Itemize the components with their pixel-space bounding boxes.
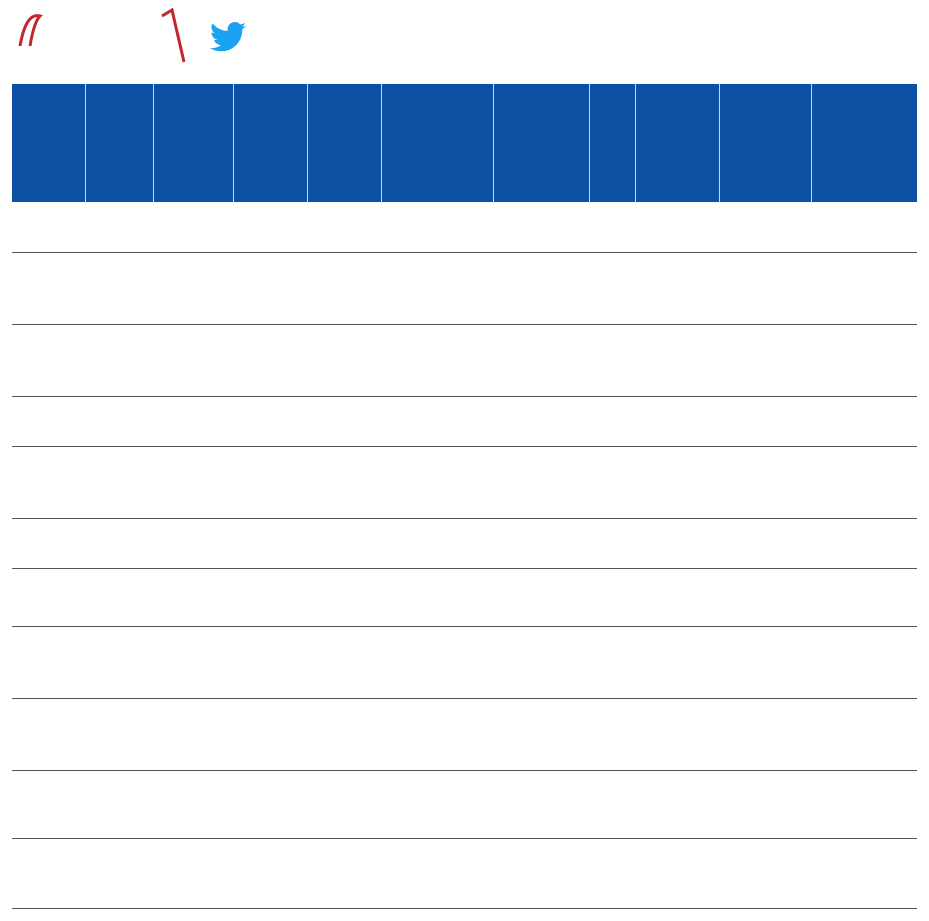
membership-type <box>493 838 589 908</box>
membership-type <box>493 202 589 252</box>
member-name <box>811 568 917 626</box>
member-name <box>811 626 917 698</box>
indirect-ownership-before <box>153 518 233 568</box>
direct-ownership-before <box>307 252 381 324</box>
member-nationality <box>635 770 719 838</box>
member-position <box>719 838 811 908</box>
indirect-ownership-after <box>85 252 153 324</box>
col-date-header <box>12 84 85 202</box>
table-row <box>12 252 917 324</box>
appointment-date <box>12 518 85 568</box>
logo-swoosh-icon <box>12 6 187 70</box>
member-position <box>719 252 811 324</box>
direct-ownership-after <box>233 626 307 698</box>
member-position <box>719 698 811 770</box>
direct-ownership-after <box>233 838 307 908</box>
direct-ownership-after <box>233 202 307 252</box>
direct-ownership-before <box>307 770 381 838</box>
member-position <box>719 446 811 518</box>
col-direct-after-header <box>233 84 307 202</box>
table-row <box>12 838 917 908</box>
indirect-ownership-after <box>85 770 153 838</box>
acwa-power-logo <box>12 6 187 70</box>
direct-ownership-after <box>233 446 307 518</box>
represented-entity <box>381 518 493 568</box>
member-name <box>811 518 917 568</box>
member-age <box>589 518 635 568</box>
table-row <box>12 324 917 396</box>
appointment-date <box>12 568 85 626</box>
represented-entity <box>381 838 493 908</box>
member-age <box>589 324 635 396</box>
col-entity-header <box>381 84 493 202</box>
appointment-date <box>12 202 85 252</box>
table-row <box>12 568 917 626</box>
represented-entity <box>381 252 493 324</box>
direct-ownership-after <box>233 698 307 770</box>
direct-ownership-before <box>307 838 381 908</box>
member-age <box>589 626 635 698</box>
member-age <box>589 568 635 626</box>
appointment-date <box>12 770 85 838</box>
col-name-header <box>811 84 917 202</box>
member-age <box>589 838 635 908</box>
membership-type <box>493 770 589 838</box>
col-indirect-before-header <box>153 84 233 202</box>
table-row <box>12 626 917 698</box>
table-header-row <box>12 84 917 202</box>
col-indirect-after-header <box>85 84 153 202</box>
appointment-date <box>12 396 85 446</box>
member-nationality <box>635 626 719 698</box>
member-nationality <box>635 446 719 518</box>
member-name <box>811 446 917 518</box>
board-members-table <box>12 84 917 909</box>
member-age <box>589 252 635 324</box>
indirect-ownership-before <box>153 202 233 252</box>
table-row <box>12 446 917 518</box>
indirect-ownership-after <box>85 518 153 568</box>
member-name <box>811 770 917 838</box>
table-row <box>12 202 917 252</box>
col-age-header <box>589 84 635 202</box>
member-age <box>589 202 635 252</box>
direct-ownership-before <box>307 324 381 396</box>
membership-type <box>493 698 589 770</box>
direct-ownership-before <box>307 698 381 770</box>
member-nationality <box>635 838 719 908</box>
member-nationality <box>635 568 719 626</box>
appointment-date <box>12 252 85 324</box>
col-direct-before-header <box>307 84 381 202</box>
represented-entity <box>381 568 493 626</box>
direct-ownership-after <box>233 324 307 396</box>
member-position <box>719 324 811 396</box>
table-row <box>12 396 917 446</box>
table-row <box>12 698 917 770</box>
membership-type <box>493 518 589 568</box>
appointment-date <box>12 626 85 698</box>
twitter-bird-icon <box>210 22 246 52</box>
indirect-ownership-before <box>153 626 233 698</box>
indirect-ownership-before <box>153 568 233 626</box>
membership-type <box>493 446 589 518</box>
indirect-ownership-after <box>85 698 153 770</box>
col-position-header <box>719 84 811 202</box>
indirect-ownership-before <box>153 698 233 770</box>
member-age <box>589 396 635 446</box>
direct-ownership-after <box>233 396 307 446</box>
represented-entity <box>381 396 493 446</box>
indirect-ownership-before <box>153 252 233 324</box>
member-nationality <box>635 518 719 568</box>
col-nationality-header <box>635 84 719 202</box>
member-position <box>719 518 811 568</box>
indirect-ownership-before <box>153 396 233 446</box>
indirect-ownership-after <box>85 446 153 518</box>
direct-ownership-before <box>307 518 381 568</box>
direct-ownership-after <box>233 568 307 626</box>
table-row <box>12 770 917 838</box>
membership-type <box>493 396 589 446</box>
indirect-ownership-after <box>85 396 153 446</box>
member-position <box>719 396 811 446</box>
direct-ownership-after <box>233 518 307 568</box>
indirect-ownership-before <box>153 446 233 518</box>
author-credit <box>218 10 388 16</box>
membership-type <box>493 568 589 626</box>
member-nationality <box>635 324 719 396</box>
indirect-ownership-before <box>153 324 233 396</box>
represented-entity <box>381 626 493 698</box>
indirect-ownership-after <box>85 324 153 396</box>
represented-entity <box>381 202 493 252</box>
appointment-date <box>12 446 85 518</box>
member-name <box>811 838 917 908</box>
member-nationality <box>635 252 719 324</box>
represented-entity <box>381 324 493 396</box>
member-nationality <box>635 396 719 446</box>
member-name <box>811 698 917 770</box>
membership-type <box>493 252 589 324</box>
represented-entity <box>381 446 493 518</box>
appointment-date <box>12 324 85 396</box>
direct-ownership-before <box>307 568 381 626</box>
member-position <box>719 626 811 698</box>
represented-entity <box>381 770 493 838</box>
member-name <box>811 252 917 324</box>
indirect-ownership-after <box>85 568 153 626</box>
represented-entity <box>381 698 493 770</box>
col-membership-header <box>493 84 589 202</box>
direct-ownership-before <box>307 446 381 518</box>
member-name <box>811 324 917 396</box>
member-age <box>589 698 635 770</box>
appointment-date <box>12 698 85 770</box>
member-age <box>589 770 635 838</box>
indirect-ownership-after <box>85 202 153 252</box>
direct-ownership-before <box>307 396 381 446</box>
member-nationality <box>635 202 719 252</box>
member-name <box>811 396 917 446</box>
indirect-ownership-before <box>153 770 233 838</box>
appointment-date <box>12 838 85 908</box>
indirect-ownership-after <box>85 838 153 908</box>
indirect-ownership-before <box>153 838 233 908</box>
direct-ownership-before <box>307 202 381 252</box>
membership-type <box>493 324 589 396</box>
table-row <box>12 518 917 568</box>
direct-ownership-before <box>307 626 381 698</box>
member-position <box>719 770 811 838</box>
member-age <box>589 446 635 518</box>
direct-ownership-after <box>233 252 307 324</box>
member-position <box>719 202 811 252</box>
member-name <box>811 202 917 252</box>
member-nationality <box>635 698 719 770</box>
membership-type <box>493 626 589 698</box>
direct-ownership-after <box>233 770 307 838</box>
indirect-ownership-after <box>85 626 153 698</box>
member-position <box>719 568 811 626</box>
